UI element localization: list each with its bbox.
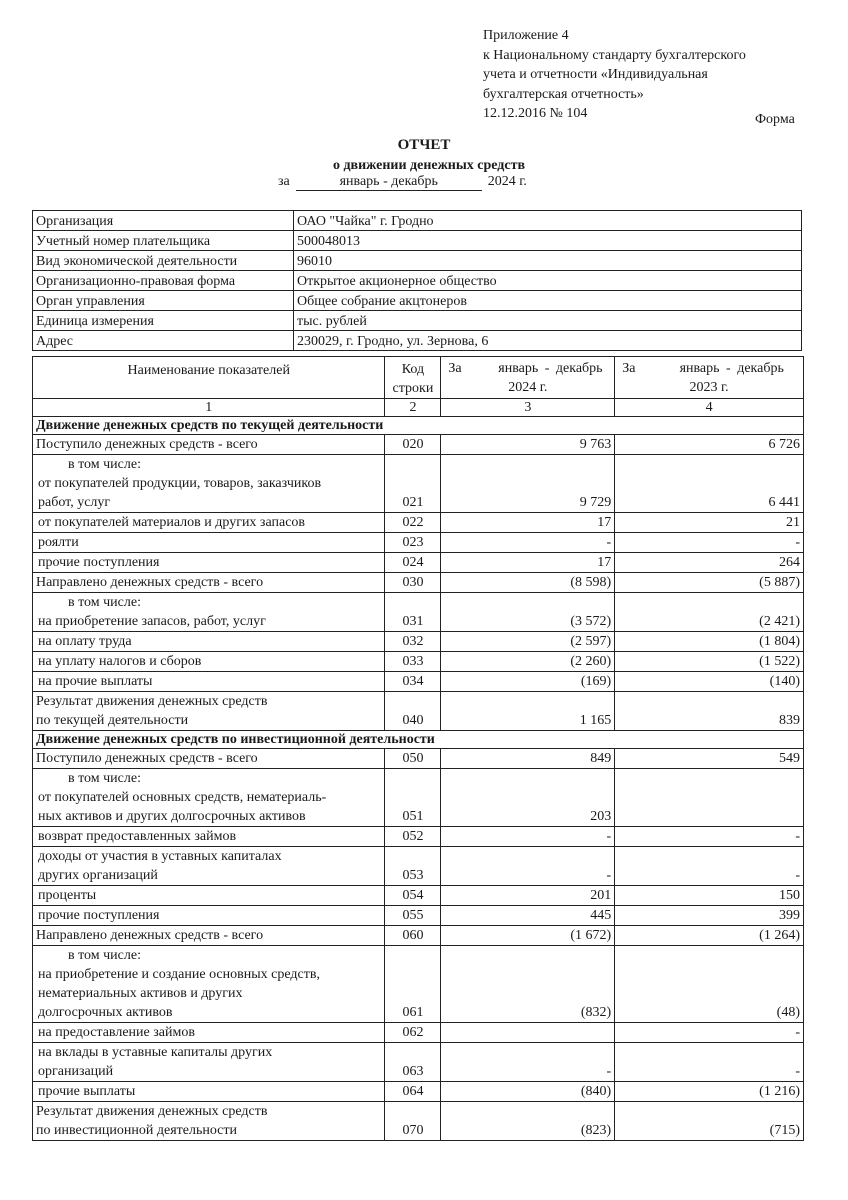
row-name: на предоставление займов: [33, 1023, 385, 1043]
header-year: 2023 г.: [689, 380, 729, 395]
row-code: 021: [385, 455, 441, 513]
table-row: [33, 1082, 804, 1102]
row-code: 051: [385, 769, 441, 827]
appendix-line: Приложение 4: [483, 28, 569, 43]
value-2024: -: [441, 1043, 615, 1082]
row-name-line: нематериальных активов и других: [38, 986, 243, 1001]
section-title: Движение денежных средств по текущей деятельности: [33, 417, 804, 435]
value-2023: 839: [615, 692, 804, 731]
value-2024: (840): [441, 1082, 615, 1102]
header-code-line2: строки: [392, 381, 434, 396]
value-2024: 17: [441, 553, 615, 573]
row-code: 055: [385, 906, 441, 926]
org-value: ОАО "Чайка" г. Гродно: [294, 211, 802, 231]
org-row-address: [33, 331, 802, 351]
header-code-line1: Код: [401, 362, 425, 377]
value-2024: -: [441, 847, 615, 886]
row-name: [33, 1102, 385, 1141]
row-code: 052: [385, 827, 441, 847]
row-code: 054: [385, 886, 441, 906]
in-that-number-label: в том числе:: [68, 948, 141, 963]
org-label: Орган управления: [33, 291, 294, 311]
in-that-number-label: в том числе:: [68, 595, 141, 610]
org-value: 230029, г. Гродно, ул. Зернова, 6: [294, 331, 802, 351]
org-row-organization: [33, 211, 802, 231]
value-2024: (169): [441, 672, 615, 692]
value-2024: -: [441, 533, 615, 553]
row-name: [33, 769, 385, 827]
row-code: 030: [385, 573, 441, 593]
row-name: [33, 847, 385, 886]
table-row: [33, 946, 804, 1023]
row-name: прочие поступления: [33, 553, 385, 573]
org-label: Единица измерения: [33, 311, 294, 331]
appendix-line: бухгалтерская отчетность»: [483, 86, 644, 102]
org-row-activity-type: [33, 251, 802, 271]
row-name: [33, 455, 385, 513]
value-2023: 150: [615, 886, 804, 906]
header-period-2024: [441, 357, 615, 399]
cash-flow-table: [32, 356, 804, 1141]
table-header-row: [33, 357, 804, 399]
org-value: тыс. рублей: [294, 311, 802, 331]
row-name-line: доходы от участия в уставных капиталах: [38, 849, 282, 864]
table-row: [33, 769, 804, 827]
value-2023: -: [615, 827, 804, 847]
header-months: январь - декабрь: [679, 361, 784, 376]
row-code: 034: [385, 672, 441, 692]
appendix-reference: [483, 26, 746, 124]
row-name: [33, 1043, 385, 1082]
value-2023: -: [615, 1023, 804, 1043]
row-name: [33, 593, 385, 632]
row-code: 023: [385, 533, 441, 553]
row-code: 032: [385, 632, 441, 652]
row-name: на уплату налогов и сборов: [33, 652, 385, 672]
value-2024: (2 597): [441, 632, 615, 652]
org-value: 96010: [294, 251, 802, 271]
row-name-line: от покупателей продукции, товаров, заказчиков: [38, 476, 322, 491]
value-2024: (3 572): [441, 593, 615, 632]
appendix-line: учета и отчетности «Индивидуальная: [483, 67, 708, 82]
value-2023: (1 522): [615, 652, 804, 672]
report-subtitle: о движении денежных средств: [332, 158, 526, 173]
row-name: [33, 946, 385, 1023]
value-2024: 9 729: [441, 455, 615, 513]
value-2024: (1 672): [441, 926, 615, 946]
col-number: 4: [615, 399, 804, 417]
value-2024: 1 165: [441, 692, 615, 731]
header-period-2023: [615, 357, 804, 399]
section-operating: [33, 417, 804, 435]
org-row-payer-number: [33, 231, 802, 251]
row-code: 064: [385, 1082, 441, 1102]
value-2023: (2 421): [615, 593, 804, 632]
table-row: [33, 692, 804, 731]
org-value: Открытое акционерное общество: [294, 271, 802, 291]
table-row: [33, 886, 804, 906]
table-row: [33, 847, 804, 886]
row-name: прочие поступления: [33, 906, 385, 926]
row-name-line: на приобретение запасов, работ, услуг: [38, 614, 266, 629]
row-name-line: Результат движения денежных средств: [36, 1104, 268, 1119]
row-code: 061: [385, 946, 441, 1023]
row-name-line: долгосрочных активов: [38, 1005, 173, 1020]
table-row: [33, 1043, 804, 1082]
col-number: 2: [385, 399, 441, 417]
org-value: 500048013: [294, 231, 802, 251]
value-2024: 445: [441, 906, 615, 926]
row-name: Направлено денежных средств - всего: [33, 573, 385, 593]
col-number: 1: [33, 399, 385, 417]
appendix-line: к Национальному стандарту бухгалтерского: [483, 47, 746, 63]
row-code: 040: [385, 692, 441, 731]
table-row: [33, 435, 804, 455]
org-label: Учетный номер плательщика: [33, 231, 294, 251]
table-row: [33, 652, 804, 672]
table-row: [33, 672, 804, 692]
table-row: [33, 513, 804, 533]
header-za: За: [448, 361, 462, 376]
row-name-line: Результат движения денежных средств: [36, 694, 268, 709]
period-value: январь - декабрь: [296, 174, 482, 191]
row-code: 031: [385, 593, 441, 632]
table-row: [33, 1023, 804, 1043]
header-months: январь - декабрь: [498, 361, 603, 376]
value-2024: 849: [441, 749, 615, 769]
row-name-line: работ, услуг: [38, 495, 111, 510]
row-name: на прочие выплаты: [33, 672, 385, 692]
period-year: 2024 г.: [487, 174, 527, 189]
value-2023: -: [615, 533, 804, 553]
organization-info-table: [32, 210, 802, 351]
value-2023: (48): [615, 946, 804, 1023]
row-code: 062: [385, 1023, 441, 1043]
col-number: 3: [441, 399, 615, 417]
header-year: 2024 г.: [508, 380, 548, 395]
table-row: [33, 553, 804, 573]
report-title: ОТЧЕТ: [397, 137, 451, 153]
value-2023: (1 804): [615, 632, 804, 652]
value-2023: 6 441: [615, 455, 804, 513]
row-code: 033: [385, 652, 441, 672]
row-name: прочие выплаты: [33, 1082, 385, 1102]
row-name: Поступило денежных средств - всего: [33, 749, 385, 769]
row-name: проценты: [33, 886, 385, 906]
in-that-number-label: в том числе:: [68, 771, 141, 786]
value-2023: (1 264): [615, 926, 804, 946]
row-code: 053: [385, 847, 441, 886]
value-2024: (2 260): [441, 652, 615, 672]
value-2024: (823): [441, 1102, 615, 1141]
value-2024: (8 598): [441, 573, 615, 593]
row-code: 060: [385, 926, 441, 946]
table-row: [33, 926, 804, 946]
row-name: Поступило денежных средств - всего: [33, 435, 385, 455]
org-row-management-body: [33, 291, 802, 311]
org-label: Адрес: [33, 331, 294, 351]
row-name-line: по инвестиционной деятельности: [36, 1123, 237, 1138]
row-name-line: ных активов и других долгосрочных активов: [38, 809, 306, 824]
value-2023: (140): [615, 672, 804, 692]
table-row: [33, 573, 804, 593]
value-2023: 264: [615, 553, 804, 573]
table-row: [33, 749, 804, 769]
row-name-line: на вклады в уставные капиталы других: [38, 1045, 273, 1060]
value-2023: (715): [615, 1102, 804, 1141]
section-title: Движение денежных средств по инвестиционной деятельности: [33, 731, 804, 749]
row-name-line: на приобретение и создание основных средств,: [38, 967, 320, 982]
value-2024: 9 763: [441, 435, 615, 455]
table-row: [33, 632, 804, 652]
header-code: [385, 357, 441, 399]
org-label: Вид экономической деятельности: [33, 251, 294, 271]
value-2024: 201: [441, 886, 615, 906]
value-2024: [441, 1023, 615, 1043]
row-name-line: по текущей деятельности: [36, 713, 189, 728]
value-2023: 549: [615, 749, 804, 769]
section-investing: [33, 731, 804, 749]
form-label: Форма: [755, 112, 795, 127]
org-row-legal-form: [33, 271, 802, 291]
row-code: 050: [385, 749, 441, 769]
appendix-line: 12.12.2016 № 104: [483, 106, 588, 121]
report-period: [278, 174, 527, 191]
value-2024: -: [441, 827, 615, 847]
row-code: 022: [385, 513, 441, 533]
value-2024: 203: [441, 769, 615, 827]
table-row: [33, 1102, 804, 1141]
row-name: от покупателей материалов и других запасов: [33, 513, 385, 533]
row-code: 020: [385, 435, 441, 455]
table-row: [33, 593, 804, 632]
in-that-number-label: в том числе:: [68, 457, 141, 472]
value-2023: -: [615, 847, 804, 886]
value-2023: (1 216): [615, 1082, 804, 1102]
row-name: возврат предоставленных займов: [33, 827, 385, 847]
row-name: Направлено денежных средств - всего: [33, 926, 385, 946]
org-value: Общее собрание акцтонеров: [294, 291, 802, 311]
row-code: 070: [385, 1102, 441, 1141]
row-code: 024: [385, 553, 441, 573]
org-row-unit: [33, 311, 802, 331]
table-row: [33, 906, 804, 926]
row-name-line: от покупателей основных средств, нематериаль-: [38, 790, 327, 805]
row-name-line: организаций: [38, 1064, 114, 1079]
row-name: роялти: [33, 533, 385, 553]
table-row: [33, 827, 804, 847]
header-za: За: [622, 361, 636, 376]
table-row: [33, 533, 804, 553]
value-2023: 21: [615, 513, 804, 533]
value-2024: 17: [441, 513, 615, 533]
value-2023: -: [615, 1043, 804, 1082]
value-2023: (5 887): [615, 573, 804, 593]
value-2023: [615, 769, 804, 827]
value-2023: 6 726: [615, 435, 804, 455]
org-label: Организационно-правовая форма: [33, 271, 294, 291]
row-name-line: других организаций: [38, 868, 158, 883]
row-name: [33, 692, 385, 731]
column-number-row: [33, 399, 804, 417]
header-name: Наименование показателей: [33, 357, 385, 399]
table-row: [33, 455, 804, 513]
report-title-block: [0, 137, 848, 174]
value-2023: 399: [615, 906, 804, 926]
row-name: на оплату труда: [33, 632, 385, 652]
period-prefix: за: [278, 174, 290, 189]
row-code: 063: [385, 1043, 441, 1082]
org-label: Организация: [33, 211, 294, 231]
value-2024: (832): [441, 946, 615, 1023]
